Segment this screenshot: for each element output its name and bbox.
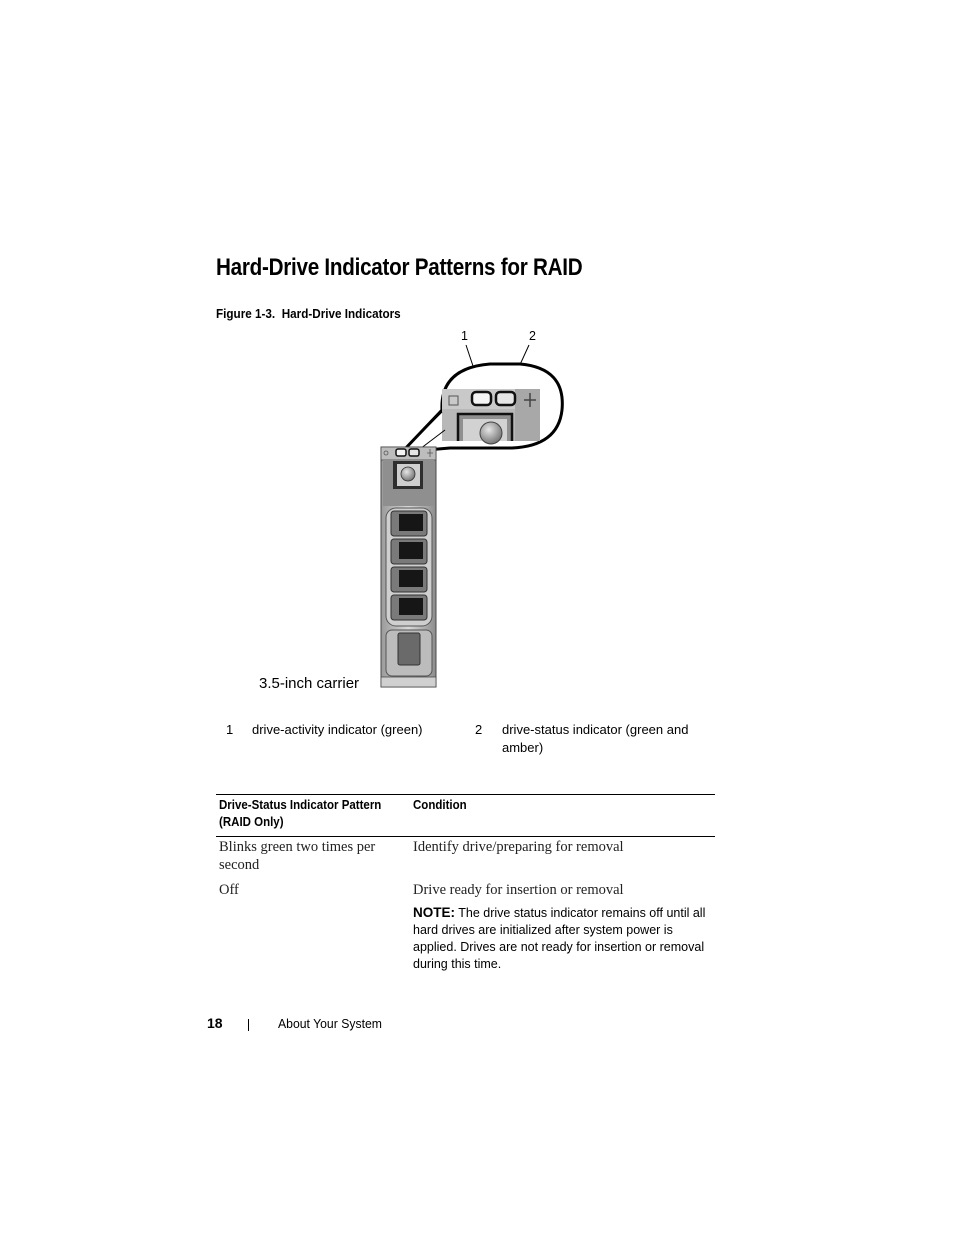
note-label: NOTE: (413, 905, 455, 920)
page-heading: Hard-Drive Indicator Patterns for RAID (216, 254, 583, 281)
magnified-indicator-bubble (402, 364, 562, 452)
legend-num-1: 1 (226, 722, 234, 737)
table-header-pattern: Drive-Status Indicator Pattern (RAID Only) (219, 798, 382, 829)
table-header-rule (216, 836, 715, 837)
footer-separator (248, 1019, 249, 1031)
table-header-condition: Condition (413, 798, 467, 812)
table-row-2-condition: Drive ready for insertion or removal (413, 882, 624, 898)
table-row-2-pattern: Off (219, 882, 239, 898)
release-button-icon (480, 422, 502, 444)
carrier-label: 3.5-inch carrier (259, 675, 360, 692)
figure-caption (216, 306, 401, 321)
table-note (413, 904, 713, 973)
table-row-1-condition: Identify drive/preparing for removal (413, 839, 624, 855)
figure-number: Figure 1-3. (216, 306, 276, 321)
drive-status-indicator-icon (496, 392, 515, 405)
table-top-rule (216, 794, 715, 795)
legend-text-1: drive-activity indicator (green) (252, 722, 423, 737)
legend-text-2: drive-status indicator (green and amber) (502, 722, 689, 755)
note-text: The drive status indicator remains off until all hard drives are initialized after system power is applied. Drives are not ready for insertion or removal during this time. (413, 906, 706, 971)
callout-2: 2 (529, 329, 536, 343)
footer-section-title: About Your System (278, 1016, 382, 1031)
callout-1: 1 (461, 329, 468, 343)
footer-page-number: 18 (207, 1015, 223, 1031)
legend-num-2: 2 (475, 722, 483, 737)
drive-carrier (381, 447, 436, 687)
drive-activity-indicator-icon (472, 392, 491, 405)
hard-drive-carrier-illustration (370, 325, 570, 695)
figure-title: Hard-Drive Indicators (281, 306, 401, 321)
table-row-1-pattern: Blinks green two times per second (219, 839, 376, 873)
